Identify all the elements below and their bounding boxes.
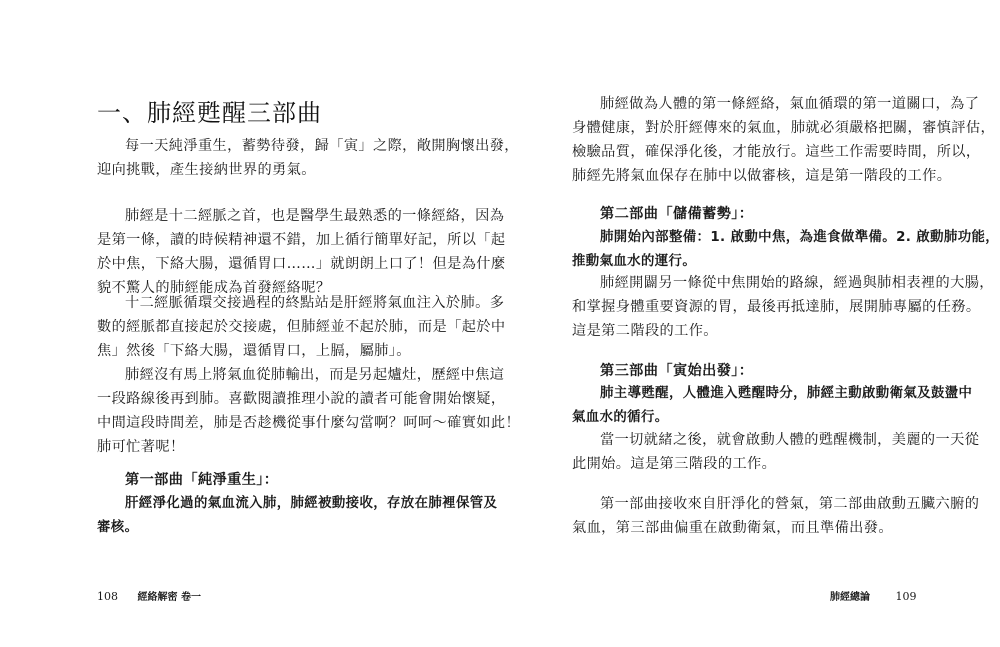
part-one-summary (97, 492, 498, 540)
part-two-body (572, 271, 994, 343)
right-page (500, 0, 1000, 647)
text-line: 肺經是十二經脈之首，也是醫學生最熟悉的一條經絡，因為 (125, 208, 505, 224)
text-line: 肺經開闢另一條從中焦開始的路線，經過與肺相表裡的大腸， (600, 275, 994, 291)
text-line: 氣血，第三部曲偏重在啟動衛氣，而且準備出發。 (572, 520, 893, 536)
part-three-summary (572, 382, 973, 430)
text-line: 此開始。這是第三階段的工作。 (572, 456, 777, 472)
text-line: 肺經先將氣血保存在肺中以做審核，這是第一階段的工作。 (572, 168, 952, 184)
paragraph-3 (97, 291, 506, 363)
text-line: 氣血水的循行。 (572, 410, 669, 425)
text-line: 審核。 (97, 520, 139, 535)
text-line: 十二經脈循環交接過程的終點站是肝經將氣血注入於肺。多 (125, 295, 505, 311)
text-line: 檢驗品質，確保淨化後，才能放行。這些工作需要時間，所以， (572, 144, 981, 160)
text-line: 一段路線後再到肺。喜歡閱讀推理小說的讀者可能會開始懷疑， (97, 391, 506, 407)
paragraph-4 (97, 363, 521, 459)
text-line: 數的經脈都直接起於交接處，但肺經並不起於肺，而是「起於中 (97, 319, 506, 335)
part-three-body (572, 428, 980, 476)
text-line: 貌不驚人的肺經能成為首發經絡呢？ (97, 280, 331, 296)
part-one-title: 第一部曲「純淨重生」： (125, 472, 279, 488)
running-title: 肺經總論 (830, 592, 870, 603)
paragraph-intro (572, 92, 996, 188)
text-line: 每一天純淨重生，蓄勢待發，歸「寅」之際，敞開胸懷出發， (125, 138, 519, 154)
text-line: 肺開始內部整備：1. 啟動中焦，為進食做準備。2. 啟動肺功能， (600, 230, 1000, 245)
text-line: 迎向挑戰，產生接納世界的勇氣。 (97, 162, 316, 178)
text-line: 於中焦，下絡大腸，還循胃口……」就朗朗上口了！但是為什麼 (97, 256, 506, 272)
text-line: 中間這段時間差，肺是否趁機從事什麼勾當啊？呵呵～確實如此！ (97, 415, 521, 431)
text-line: 焦」然後「下絡大腸，還循胃口，上膈，屬肺」。 (97, 343, 411, 359)
part-three-title: 第三部曲「寅始出發」： (600, 363, 754, 379)
text-line: 和掌握身體重要資源的胃，最後再抵達肺，展開肺專屬的任務。 (572, 299, 981, 315)
text-line: 肺經做為人體的第一條經絡，氣血循環的第一道關口，為了 (600, 96, 980, 112)
closing-paragraph (572, 492, 980, 540)
text-line: 這是第二階段的工作。 (572, 323, 718, 339)
text-line: 肺經沒有馬上將氣血從肺輸出，而是另起爐灶，歷經中焦這 (125, 367, 505, 383)
running-title: 經絡解密 卷一 (137, 592, 201, 603)
section-heading: 一、肺經甦醒三部曲 (97, 99, 322, 127)
text-line: 推動氣血水的運行。 (572, 254, 697, 269)
text-line: 肺主導甦醒，人體進入甦醒時分，肺經主動啟動衛氣及鼓盪中 (600, 386, 973, 401)
text-line: 第一部曲接收來自肝淨化的營氣，第二部曲啟動五臟六腑的 (600, 496, 980, 512)
text-line: 是第一條，讀的時候精神還不錯，加上循行簡單好記，所以「起 (97, 232, 506, 248)
right-footer (830, 588, 917, 603)
part-two-summary (572, 226, 1000, 274)
page-number: 109 (895, 590, 917, 603)
paragraph-2 (97, 204, 506, 300)
text-line: 肺可忙著呢！ (97, 439, 185, 455)
page-number: 108 (97, 590, 118, 603)
part-two-title: 第二部曲「儲備蓄勢」： (600, 206, 754, 222)
text-line: 身體健康，對於肝經傳來的氣血，肺就必須嚴格把關，審慎評估， (572, 120, 996, 136)
text-line: 當一切就緒之後，就會啟動人體的甦醒機制，美麗的一天從 (600, 432, 980, 448)
paragraph-intro (97, 134, 519, 182)
left-footer (97, 588, 201, 603)
text-line: 肝經淨化過的氣血流入肺，肺經被動接收，存放在肺裡保管及 (125, 496, 498, 511)
